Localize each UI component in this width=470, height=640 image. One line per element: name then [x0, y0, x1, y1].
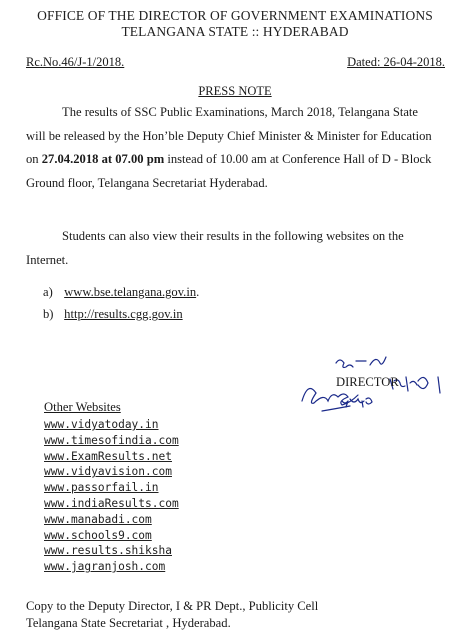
paragraph-line: Internet.: [26, 252, 69, 267]
paragraph-line: will be released by the Hon’ble Deputy Chief Minister & Minister for Education: [26, 128, 432, 143]
website-suffix: .: [196, 285, 200, 299]
other-websites-heading: Other Websites: [44, 400, 121, 414]
paragraph-line: Ground floor, Telangana Secretariat Hyderabad.: [26, 175, 268, 190]
text-segment: on: [26, 152, 42, 166]
other-website-link[interactable]: www.passorfail.in: [44, 481, 159, 495]
copy-to-line: Copy to the Deputy Director, I & PR Dept., Publicity Cell: [26, 599, 319, 613]
other-website-link[interactable]: www.indiaResults.com: [44, 496, 179, 510]
other-website-link[interactable]: www.results.shiksha: [44, 544, 172, 558]
other-website-link[interactable]: www.timesofindia.com: [44, 433, 179, 447]
director-designation: DIRECTOR: [336, 375, 399, 389]
other-website-link[interactable]: www.jagranjosh.com: [44, 560, 166, 574]
other-website-link[interactable]: www.ExamResults.net: [44, 449, 172, 463]
website-link[interactable]: http://results.cgg.gov.in: [64, 307, 183, 321]
office-heading-line1: OFFICE OF THE DIRECTOR OF GOVERNMENT EXAMINATIONS: [37, 8, 433, 23]
other-website-link[interactable]: www.vidyavision.com: [44, 465, 172, 479]
website-link[interactable]: www.bse.telangana.gov.in: [64, 285, 197, 299]
press-note-title: PRESS NOTE: [198, 84, 272, 98]
dated-line: Dated: 26-04-2018.: [347, 55, 445, 69]
website-label: a): [43, 285, 53, 299]
copy-to-line: Telangana State Secretariat , Hyderabad.: [26, 616, 231, 630]
release-date-time: 27.04.2018 at 07.00 pm: [41, 152, 165, 166]
other-website-link[interactable]: www.manabadi.com: [44, 512, 152, 526]
other-website-link[interactable]: www.schools9.com: [44, 528, 152, 542]
text-segment: instead of 10.00 am at Conference Hall of D - Block: [164, 152, 432, 166]
other-website-link[interactable]: www.vidyatoday.in: [44, 418, 159, 431]
website-item: [43, 285, 199, 300]
results-announcement-paragraph: [26, 101, 450, 195]
reference-number: Rc.No.46/J-1/2018.: [26, 55, 125, 69]
website-label: b): [43, 307, 54, 321]
paragraph-line: Students can also view their results in the following websites on the: [62, 229, 404, 243]
office-heading-line2: TELANGANA STATE :: HYDERABAD: [121, 24, 349, 39]
other-websites-list: [44, 417, 179, 575]
paragraph-line: [26, 148, 450, 172]
website-item: [43, 307, 183, 322]
paragraph-line: The results of SSC Public Examinations, March 2018, Telangana State: [62, 105, 419, 119]
websites-paragraph: [26, 225, 450, 272]
copy-to-block: [26, 598, 318, 632]
